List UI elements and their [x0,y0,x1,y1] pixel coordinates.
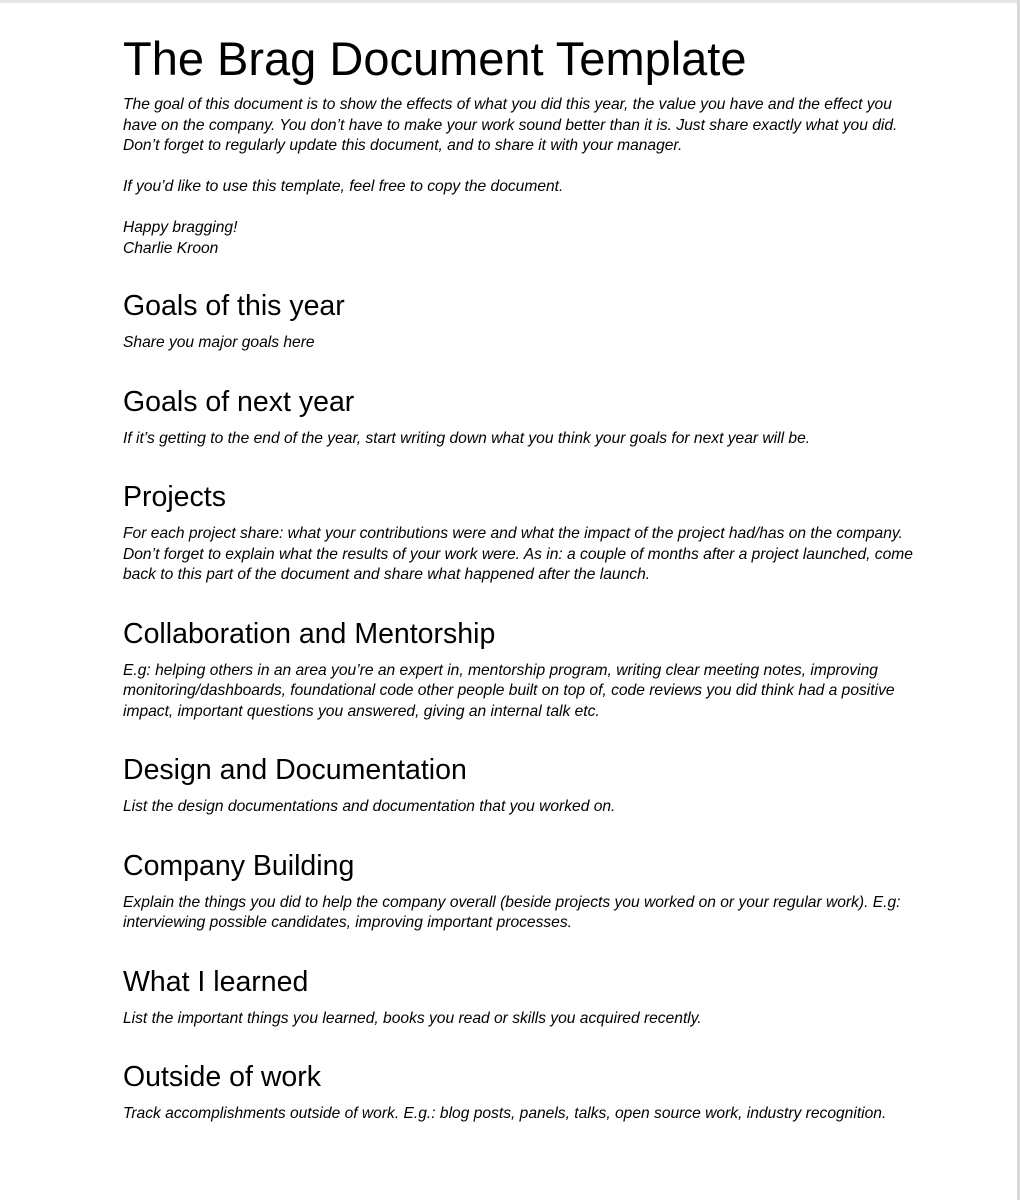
section-company-building [123,848,913,934]
intro-paragraph: The goal of this document is to show the effects of what you did this year, the value you have and the effect you have on the company. You don’t have to make your work sound better than it is. Just share exactly what you did. Don’t forget to regularly update this document, and to share it with your manager. [123,96,898,154]
section-what-i-learned [123,964,913,1030]
section-outside-of-work [123,1059,913,1125]
section-heading: Company Building [123,849,355,882]
intro-block [123,95,913,259]
section-body: Track accomplishments outside of work. E.g.: blog posts, panels, talks, open source work, industry recognition. [123,1105,887,1122]
section-design-documentation [123,752,913,818]
section-body: For each project share: what your contributions were and what the impact of the project had/has on the company. Don’t forget to explain what the results of your work were. As in: a couple of months after a project launched, come back to this part of the document and share what happened after the launch. [123,525,913,583]
section-heading: Design and Documentation [123,754,467,786]
spacer [123,157,913,178]
template-note: If you’d like to use this template, feel free to copy the document. [123,178,564,195]
section-collaboration-mentorship [123,616,913,723]
section-body: Explain the things you did to help the company overall (beside projects you worked on or your regular work). E.g: interviewing possible candidates, improving important processes. [123,893,901,931]
section-heading: Outside of work [123,1061,321,1093]
section-body: List the design documentations and documentation that you worked on. [123,798,616,815]
document-page [123,30,913,1125]
spacer [123,198,913,219]
section-body: E.g: helping others in an area you’re an expert in, mentorship program, writing clear meeting notes, improving monitoring/dashboards, foundational code other people built on top of, code reviews you did think had a positive impact, important questions you answered, giving an internal talk etc. [123,661,895,720]
section-body: If it’s getting to the end of the year, start writing down what you think your goals for next year will be. [123,429,811,447]
section-goals-this-year [123,288,913,354]
top-border [0,0,1020,3]
author-name: Charlie Kroon [123,239,219,257]
section-heading: Goals of next year [123,385,355,418]
section-body: Share you major goals here [123,334,315,351]
closing-line: Happy bragging! [123,219,238,236]
section-heading: What I learned [123,965,309,998]
section-heading: Collaboration and Mentorship [123,617,496,650]
section-projects [123,479,913,586]
document-title: The Brag Document Template [123,32,747,85]
section-heading: Goals of this year [123,290,345,322]
section-goals-next-year [123,384,913,450]
section-heading: Projects [123,481,226,513]
section-body: List the important things you learned, books you read or skills you acquired recently. [123,1009,702,1027]
